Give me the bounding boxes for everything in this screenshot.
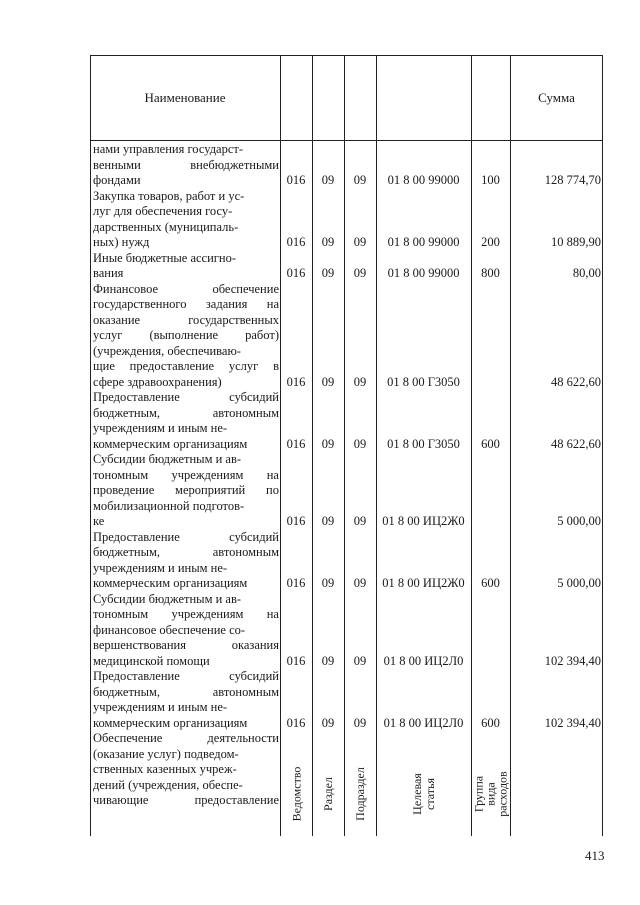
vedomstvo-cell: 016 [286, 374, 306, 389]
razdel-cell: 09 [321, 436, 335, 451]
row-name-line: коммерческим организациям [93, 576, 248, 590]
podrazdel-cell: 09 [353, 173, 367, 187]
celevaya-cell: 01 8 00 99000 [387, 173, 460, 187]
row-name-line: (оказание услуг) подведом- [93, 746, 239, 761]
row-name-line: Субсидии бюджетным и ав- [93, 452, 242, 466]
celevaya-cell: 01 8 00 Г3050 [387, 436, 460, 451]
row-name [93, 189, 279, 251]
column-header-podrazdel: Подраздел [353, 767, 368, 821]
header-bottom-border [90, 140, 603, 141]
column-header-summa: Сумма [538, 90, 575, 105]
page-number: 413 [585, 848, 605, 863]
row-name-line: Закупка товаров, работ и ус- [93, 188, 245, 203]
row-name-line: финансовое обеспечение со- [93, 622, 246, 637]
row-name-line: ственных казенных учреж- [93, 762, 237, 776]
gruppa-cell: 600 [481, 576, 500, 590]
razdel-cell: 09 [321, 235, 335, 249]
row-name [93, 592, 279, 670]
podrazdel-cell: 09 [353, 576, 367, 590]
row-name-line: нами управления государст- [93, 142, 244, 156]
vedomstvo-cell: 016 [286, 514, 306, 528]
row-name [93, 390, 279, 452]
vedomstvo-cell: 016 [286, 576, 306, 590]
vedomstvo-cell: 016 [286, 173, 306, 187]
row-name-line: тономным учреждениям на [93, 607, 279, 621]
row-name-line: Обеспечение деятельности [93, 731, 279, 745]
row-name-line: ных) нужд [93, 235, 150, 249]
row-name-line: вания [93, 266, 124, 280]
table-border-right [602, 56, 603, 836]
celevaya-cell: 01 8 00 ИЦ2Л0 [383, 715, 464, 730]
row-name-line: государственного задания на [93, 297, 279, 311]
razdel-cell: 09 [321, 173, 335, 187]
row-name-line: венными внебюджетными [93, 157, 279, 172]
podrazdel-cell: 09 [353, 436, 367, 451]
row-name-line: сфере здравоохранения) [93, 374, 222, 389]
gruppa-cell: 600 [481, 436, 500, 451]
gruppa-cell: 200 [481, 235, 500, 249]
vedomstvo-cell: 016 [286, 715, 306, 730]
row-name-line: Предоставление субсидий [93, 669, 279, 683]
row-name-line: луг для обеспечения госу- [93, 204, 233, 218]
podrazdel-cell: 09 [353, 235, 367, 249]
summa-cell: 102 394,40 [544, 715, 601, 730]
column-header-vedomstvo: Ведомство [289, 766, 304, 822]
vedomstvo-cell: 016 [286, 266, 306, 280]
summa-cell: 102 394,40 [544, 653, 601, 668]
column-header-celevaya: Целевая статья [409, 773, 437, 815]
celevaya-cell: 01 8 00 99000 [387, 266, 460, 280]
gruppa-cell: 100 [481, 173, 500, 187]
row-name [93, 251, 279, 282]
row-name-line: Предоставление субсидий [93, 529, 279, 544]
razdel-cell: 09 [321, 576, 335, 590]
podrazdel-cell: 09 [353, 266, 367, 280]
row-name-line: дений (учреждения, обеспе- [93, 777, 243, 792]
row-name [93, 282, 279, 391]
gruppa-cell: 800 [481, 266, 500, 280]
podrazdel-cell: 09 [353, 514, 367, 528]
summa-cell: 128 774,70 [544, 173, 601, 187]
row-name-line: ке [93, 514, 105, 528]
row-name-line: учреждениям и иным не- [93, 700, 228, 714]
column-header-name: Наименование [144, 90, 226, 105]
row-name-line: Субсидии бюджетным и ав- [93, 591, 242, 606]
summa-cell: 48 622,60 [551, 374, 601, 389]
celevaya-cell: 01 8 00 Г3050 [387, 374, 460, 389]
row-name-line: мобилизационной подготов- [93, 498, 245, 513]
column-header-razdel: Раздел [321, 777, 336, 811]
celevaya-cell: 01 8 00 ИЦ2Ж0 [382, 514, 465, 528]
row-name-line: проведение мероприятий по [93, 483, 279, 497]
table-border-left [90, 56, 91, 836]
row-name-line: Иные бюджетные ассигно- [93, 250, 237, 265]
row-name-line: бюджетным, автономным [93, 405, 279, 420]
razdel-cell: 09 [321, 266, 335, 280]
celevaya-cell: 01 8 00 ИЦ2Л0 [383, 653, 464, 668]
row-name-line: вершенствования оказания [93, 638, 279, 652]
summa-cell: 5 000,00 [557, 576, 601, 590]
gruppa-cell: 600 [481, 715, 500, 730]
summa-cell: 80,00 [572, 266, 601, 280]
podrazdel-cell: 09 [353, 715, 367, 730]
row-name-line: дарственных (муниципаль- [93, 219, 239, 234]
row-name-line: услуг (выполнение работ) [93, 328, 279, 342]
row-name-line: Предоставление субсидий [93, 390, 279, 404]
column-header-gruppa: Группа вида расходов [471, 771, 510, 817]
summa-cell: 48 622,60 [551, 436, 601, 451]
row-name-line: Финансовое обеспечение [93, 281, 279, 296]
row-name-line: (учреждения, обеспечиваю- [93, 343, 241, 358]
summa-cell: 10 889,90 [551, 235, 601, 249]
row-name-line: бюджетным, автономным [93, 684, 279, 699]
row-name [93, 731, 279, 809]
razdel-cell: 09 [321, 514, 335, 528]
row-name-line: коммерческим организациям [93, 715, 248, 730]
razdel-cell: 09 [321, 715, 335, 730]
row-name-line: тономным учреждениям на [93, 467, 279, 482]
row-name-line: чивающие предоставление [93, 793, 279, 807]
row-name-line: щие предоставление услуг в [93, 359, 279, 373]
row-name [93, 669, 279, 731]
row-name [93, 142, 279, 189]
row-name-line: коммерческим организациям [93, 436, 248, 451]
celevaya-cell: 01 8 00 ИЦ2Ж0 [382, 576, 465, 590]
row-name [93, 530, 279, 592]
podrazdel-cell: 09 [353, 374, 367, 389]
row-name-line: учреждениям и иным не- [93, 421, 228, 435]
vedomstvo-cell: 016 [286, 436, 306, 451]
vedomstvo-cell: 016 [286, 653, 306, 668]
row-name-line: медицинской помощи [93, 653, 210, 668]
vedomstvo-cell: 016 [286, 235, 306, 249]
budget-table [90, 55, 603, 836]
summa-cell: 5 000,00 [557, 514, 601, 528]
row-name-line: учреждениям и иным не- [93, 560, 228, 575]
row-name-line: оказание государственных [93, 312, 279, 327]
podrazdel-cell: 09 [353, 653, 367, 668]
row-name-line: бюджетным, автономным [93, 545, 279, 559]
razdel-cell: 09 [321, 653, 335, 668]
row-name-line: фондами [93, 173, 141, 187]
celevaya-cell: 01 8 00 99000 [387, 235, 460, 249]
row-name [93, 452, 279, 530]
razdel-cell: 09 [321, 374, 335, 389]
